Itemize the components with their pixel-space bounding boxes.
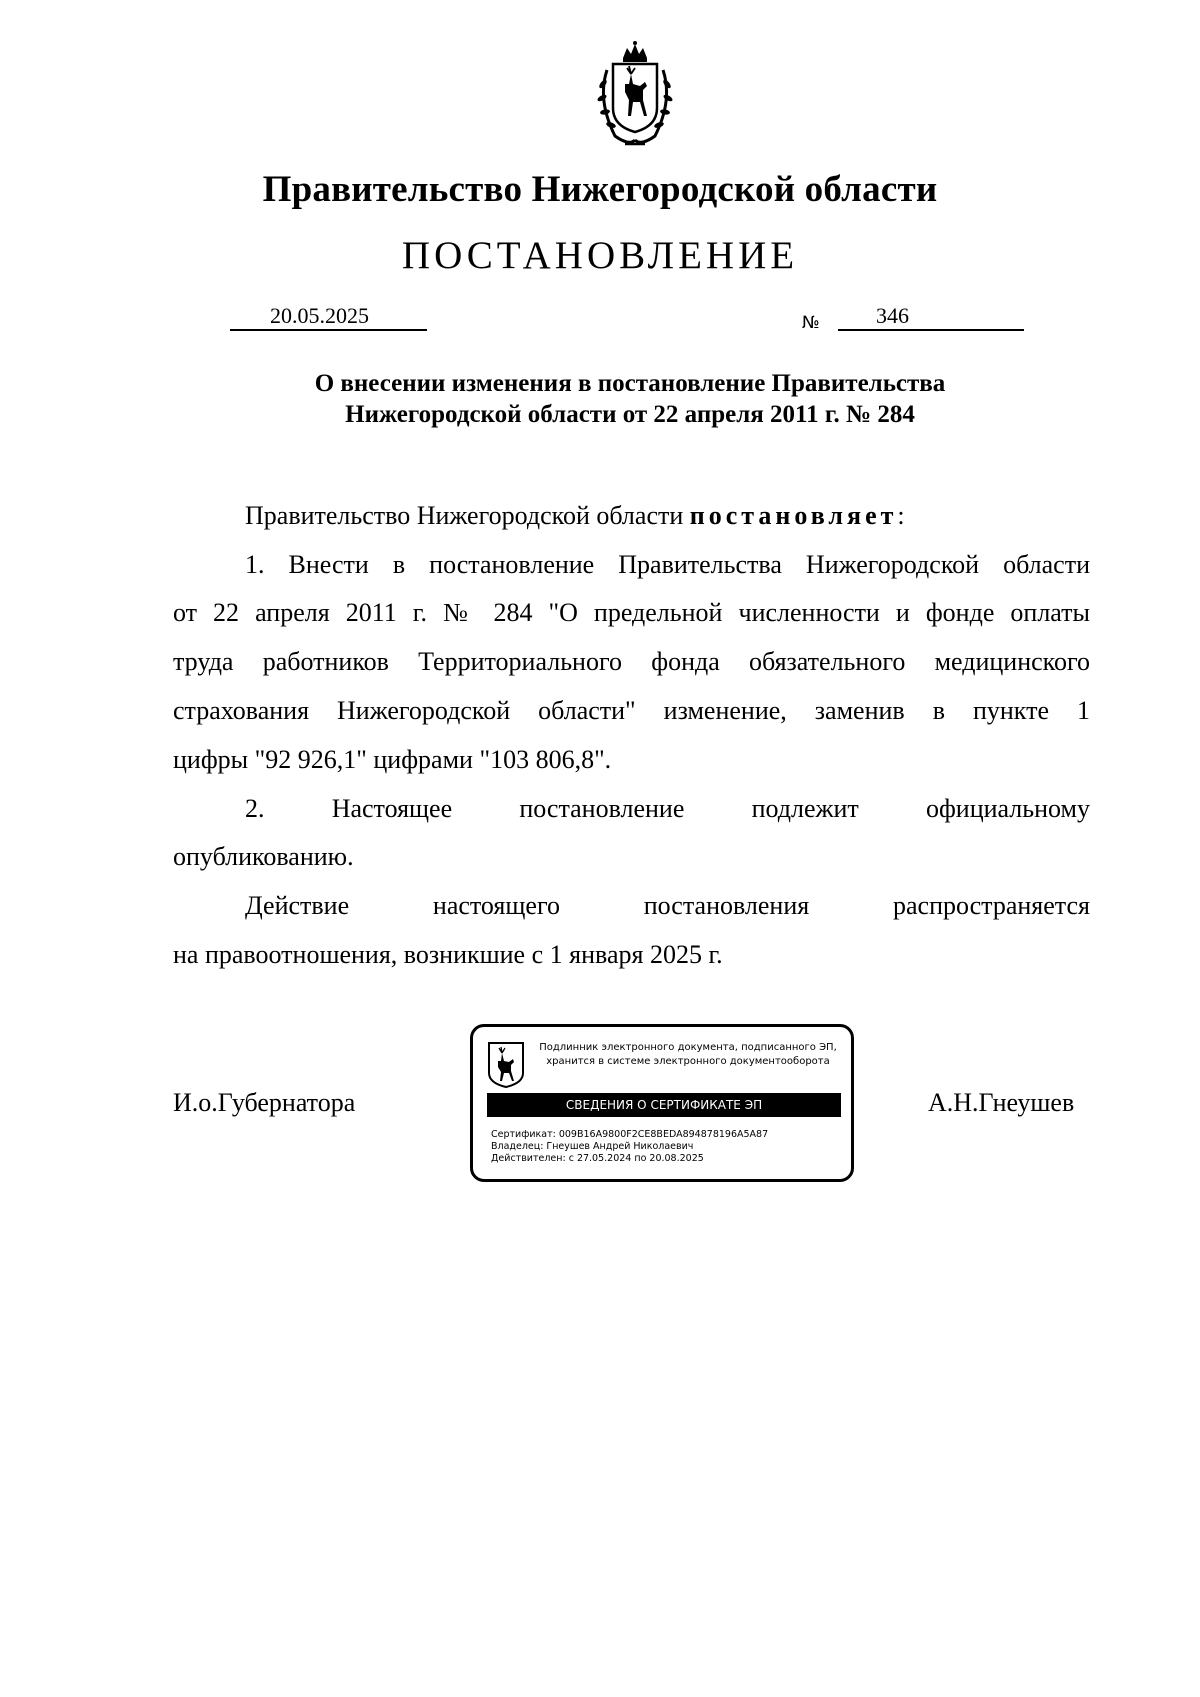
stamp-validity: Действителен: с 27.05.2024 по 20.08.2025 bbox=[491, 1153, 704, 1164]
paragraph-3-line: Действие настоящего постановления распространяется bbox=[245, 891, 1090, 920]
e-signature-stamp bbox=[470, 1024, 854, 1182]
signer-title: И.о.Губернатора bbox=[173, 1088, 356, 1117]
subject-line: О внесении изменения в постановление Правительства bbox=[314, 370, 946, 397]
paragraph-1-line: цифры "92 926,1" цифрами "103 806,8". bbox=[173, 745, 612, 774]
signer-name: А.Н.Гнеушев bbox=[928, 1088, 1075, 1117]
stamp-owner: Владелец: Гнеушев Андрей Николаевич bbox=[491, 1141, 694, 1152]
preamble-verb: постановляет bbox=[689, 501, 898, 530]
stamp-header: СВЕДЕНИЯ О СЕРТИФИКАТЕ ЭП bbox=[487, 1093, 841, 1117]
document-type: ПОСТАНОВЛЕНИЕ bbox=[401, 234, 799, 277]
paragraph-2-line: 2. Настоящее постановление подлежит официальному bbox=[245, 794, 1090, 823]
preamble bbox=[245, 503, 905, 529]
preamble-tail: : bbox=[897, 501, 905, 530]
coat-of-arms-icon bbox=[585, 40, 685, 150]
stamp-note bbox=[531, 1041, 845, 1069]
government-title: Правительство Нижегородской области bbox=[262, 169, 938, 210]
preamble-lead: Правительство Нижегородской области bbox=[245, 501, 690, 530]
paragraph-3-line: на правоотношения, возникшие с 1 января 2025 г. bbox=[173, 940, 723, 969]
paragraph-1-line: от 22 апреля 2011 г. № 284 "О предельной численности и фонде оплаты bbox=[173, 598, 1090, 627]
paragraph-1-line: страхования Нижегородской области" изменение, заменив в пункте 1 bbox=[173, 696, 1090, 725]
stamp-note-line: Подлинник электронного документа, подписанного ЭП, bbox=[539, 1042, 837, 1053]
stamp-certificate: Сертификат: 009B16A9800F2CE8BEDA894878196A5A87 bbox=[491, 1129, 769, 1140]
document-date: 20.05.2025 bbox=[270, 303, 369, 328]
deer-emblem-icon bbox=[487, 1041, 525, 1089]
document-number: 346 bbox=[876, 303, 909, 328]
number-sign: № bbox=[802, 313, 820, 333]
paragraph-1-line: труда работников Территориального фонда обязательного медицинского bbox=[173, 647, 1090, 676]
stamp-note-line: хранится в системе электронного документооборота bbox=[546, 1056, 830, 1067]
subject-line: Нижегородской области от 22 апреля 2011 г. № 284 bbox=[345, 401, 915, 428]
number-underline bbox=[838, 303, 1024, 331]
paragraph-1-line: 1. Внести в постановление Правительства Нижегородской области bbox=[245, 550, 1090, 579]
paragraph-2-line: опубликованию. bbox=[173, 842, 354, 871]
